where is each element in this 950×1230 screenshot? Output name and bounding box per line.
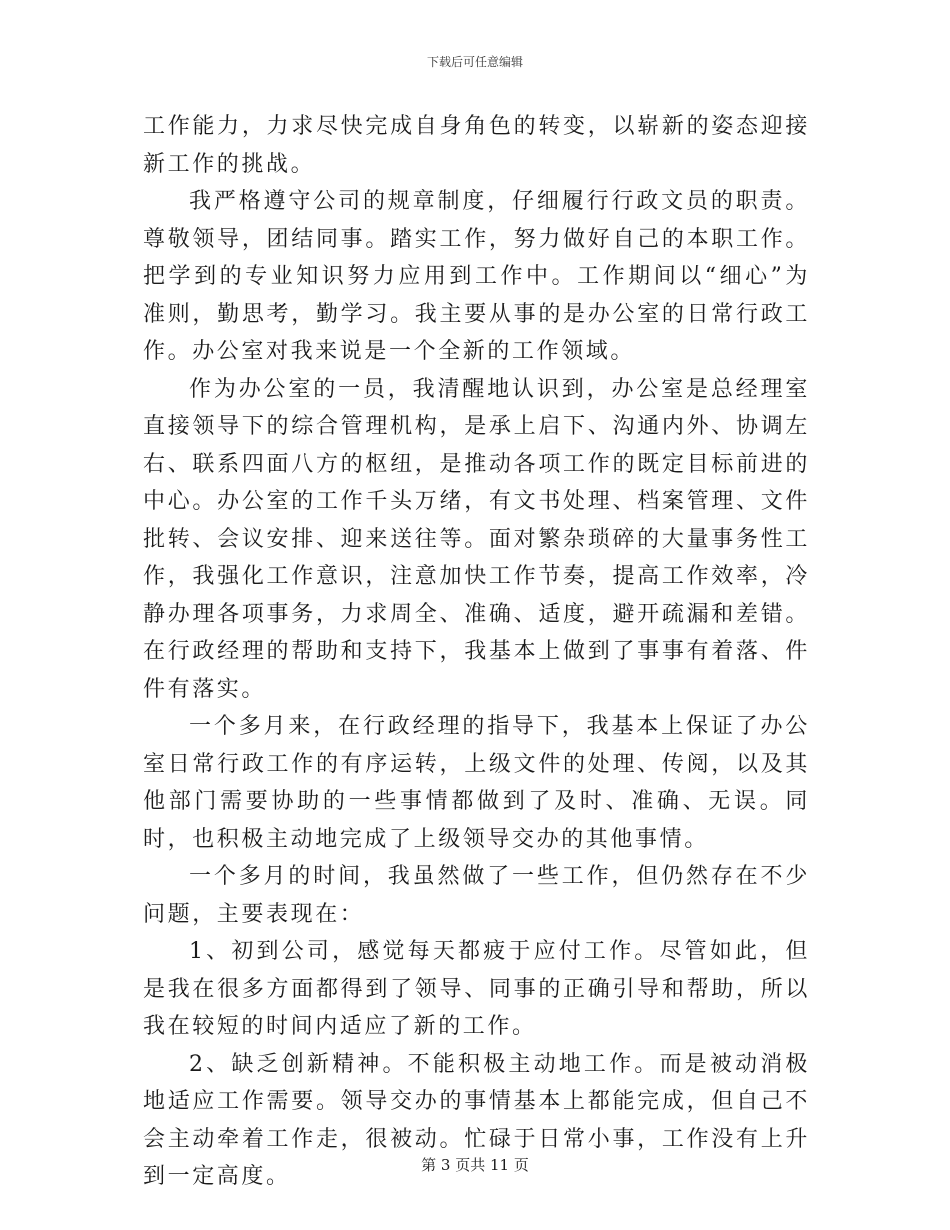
paragraph-list-item: 1、初到公司，感觉每天都疲于应付工作。尽管如此，但是我在很多方面都得到了领导、同事的正确引导和帮助，所以我在较短的时间内适应了新的工作。	[143, 939, 810, 1039]
paragraph: 我严格遵守公司的规章制度，仔细履行行政文员的职责。尊敬领导，团结同事。踏实工作，努力做好自己的本职工作。把学到的专业知识努力应用到工作中。工作期间以“细心”为准则，勤思考，勤学习。我主要从事的是办公室的日常行政工作。办公室对我来说是一个全新的工作领域。	[143, 189, 810, 364]
page-header: 下载后可任意编辑	[426, 55, 523, 69]
paragraph-list-item: 2、缺乏创新精神。不能积极主动地工作。而是被动消极地适应工作需要。领导交办的事情基本上都能完成，但自己不会主动牵着工作走，很被动。忙碌于日常小事，工作没有上升到一定高度。	[143, 1051, 810, 1189]
page-number: 第 3 页共 11 页	[421, 1156, 529, 1174]
paragraph-continuation: 工作能力，力求尽快完成自身角色的转变，以崭新的姿态迎接新工作的挑战。	[143, 114, 810, 177]
paragraph: 一个多月来，在行政经理的指导下，我基本上保证了办公室日常行政工作的有序运转，上级文件的处理、传阅，以及其他部门需要协助的一些事情都做到了及时、准确、无误。同时，也积极主动地完成了上级领导交办的其他事情。	[143, 714, 810, 852]
paragraph: 作为办公室的一员，我清醒地认识到，办公室是总经理室直接领导下的综合管理机构，是承上启下、沟通内外、协调左右、联系四面八方的枢纽，是推动各项工作的既定目标前进的中心。办公室的工作千头万绪，有文书处理、档案管理、文件批转、会议安排、迎来送往等。面对繁杂琐碎的大量事务性工作，我强化工作意识，注意加快工作节奏，提高工作效率，冷静办理各项事务，力求周全、准确、适度，避开疏漏和差错。在行政经理的帮助和支持下，我基本上做到了事事有着落、件件有落实。	[143, 376, 810, 702]
document-body	[143, 108, 810, 1196]
paragraph: 一个多月的时间，我虽然做了一些工作，但仍然存在不少问题，主要表现在：	[143, 864, 810, 927]
